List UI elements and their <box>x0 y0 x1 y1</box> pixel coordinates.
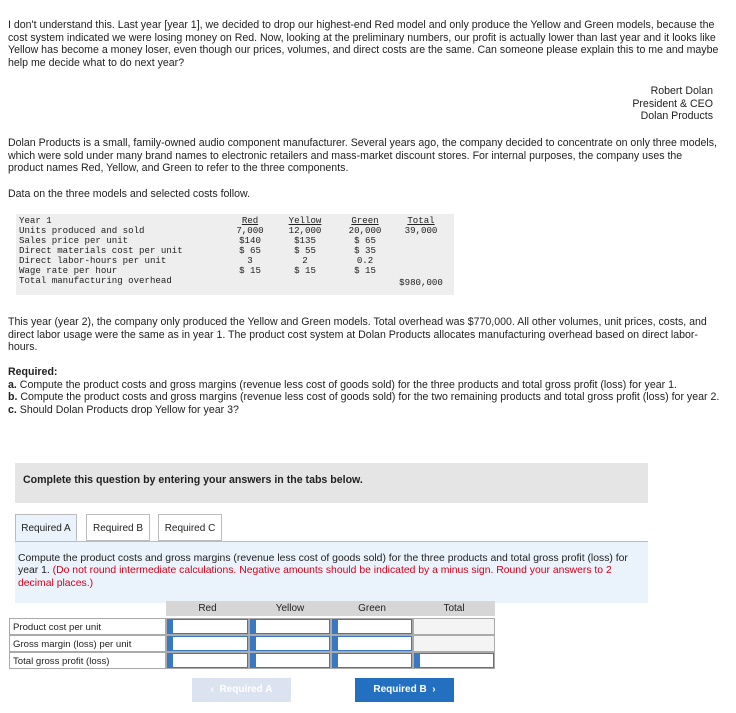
cell-green: $ 15 <box>354 265 376 276</box>
answer-cell <box>166 652 249 669</box>
row-label: Direct labor-hours per unit <box>19 255 167 266</box>
answer-cell <box>413 652 495 669</box>
column-header-yellow: Yellow <box>249 601 331 616</box>
header-year: Year 1 <box>19 215 52 226</box>
intro-paragraph: I don't understand this. Last year [year 1], we decided to drop our highest-end Red model and only produce the Yellow and Green models, because the cost system indicated we were losing money on Red. Now, looking at the preliminary numbers, our profit is actually lower than last year and it looks like Yellow has become a money loser, even though our prices, volumes, and direct costs are the same. Can someone please explain this to me and maybe help me decide what to do next year? <box>8 19 719 69</box>
cell-green: $ 65 <box>354 235 376 246</box>
cell-total: 39,000 <box>404 225 438 236</box>
row-label-gross-margin: Gross margin (loss) per unit <box>9 635 166 652</box>
row-label: Total manufacturing overhead <box>19 275 172 286</box>
required-b-text: Compute the product costs and gross margins (revenue less cost of goods sold) for the two remaining products and total gross profit (loss) for year 2. <box>17 391 720 404</box>
cell-red: $ 65 <box>239 245 261 256</box>
chevron-left-icon: ‹ <box>210 684 220 695</box>
required-section <box>8 366 724 416</box>
cell-green: 20,000 <box>348 225 382 236</box>
answer-cell <box>166 635 249 652</box>
row-label: Sales price per unit <box>19 235 129 246</box>
gross-margin-red-input[interactable] <box>167 636 248 651</box>
header-red: Red <box>241 215 259 226</box>
cell-yellow: 2 <box>302 255 308 266</box>
required-a <box>8 379 724 392</box>
answer-cell <box>331 635 413 652</box>
tab-required-a[interactable]: Required A <box>15 514 77 541</box>
cell-red: $140 <box>239 235 261 246</box>
cell-total: $980,000 <box>399 277 443 288</box>
header-total: Total <box>407 215 435 226</box>
signature-block <box>632 85 713 123</box>
signature-title: President & CEO <box>632 97 713 110</box>
column-header-red: Red <box>166 601 249 616</box>
required-a-label: a. <box>8 378 17 391</box>
row-label: Wage rate per hour <box>19 265 118 276</box>
row-label-total-gross-profit: Total gross profit (loss) <box>9 652 166 669</box>
tab-required-c[interactable]: Required C <box>158 514 222 541</box>
required-b <box>8 391 724 404</box>
answer-cell-total-disabled <box>413 635 495 652</box>
row-label: Units produced and sold <box>19 225 145 236</box>
product-cost-yellow-input[interactable] <box>250 619 330 634</box>
product-cost-red-input[interactable] <box>167 619 248 634</box>
panel-text: Compute the product costs and gross margins (revenue less cost of goods sold) for the three products and total gross profit (loss) for year 1. <box>18 553 628 577</box>
gross-profit-red-input[interactable] <box>167 653 248 668</box>
tab-required-b[interactable]: Required B <box>86 514 150 541</box>
signature-company: Dolan Products <box>640 110 713 122</box>
cell-yellow: $ 55 <box>294 245 316 256</box>
header-green: Green <box>351 215 379 226</box>
cell-green: $ 35 <box>354 245 376 256</box>
gross-margin-yellow-input[interactable] <box>250 636 330 651</box>
answer-cell <box>249 618 331 635</box>
prev-button-label: Required A <box>219 684 273 695</box>
next-button-label: Required B <box>373 684 427 695</box>
required-b-label: b. <box>8 391 18 404</box>
cell-yellow: $135 <box>294 235 316 246</box>
cell-green: 0.2 <box>356 255 374 266</box>
product-cost-green-input[interactable] <box>332 619 412 634</box>
column-header-green: Green <box>331 601 413 616</box>
panel-note: (Do not round intermediate calculations. Negative amounts should be indicated by a minus sign. Round your answers to 2 decimal places.) <box>18 565 612 589</box>
question-instruction-box <box>15 463 648 503</box>
next-required-b-button[interactable] <box>355 678 454 702</box>
row-label: Direct materials cost per unit <box>19 245 183 256</box>
year2-paragraph: This year (year 2), the company only produced the Yellow and Green models. Total overhead was $770,000. All other volumes, unit prices, costs, and direct labor usage were the same as in year 1. The product cost system at Dolan Products allocates manufacturing overhead based on direct labor-hours. <box>8 316 707 354</box>
required-c-text: Should Dolan Products drop Yellow for year 3? <box>16 403 239 416</box>
company-description: Dolan Products is a small, family-owned audio component manufacturer. Several years ago, the company decided to concentrate on only three models, which were sold under many brand names to electronic retailers and mass-market discount stores. For internal purposes, the company uses the product names Red, Yellow, and Green to refer to the three components. <box>8 137 717 175</box>
prev-required-a-button[interactable] <box>192 678 291 702</box>
required-c-label: c. <box>8 403 17 416</box>
row-label-product-cost: Product cost per unit <box>9 618 166 635</box>
question-instruction: Complete this question by entering your answers in the tabs below. <box>23 474 363 486</box>
cell-red: 7,000 <box>236 225 264 236</box>
panel-instructions <box>18 553 646 590</box>
cell-red: $ 15 <box>239 265 261 276</box>
cell-red: 3 <box>247 255 253 266</box>
answer-cell <box>249 652 331 669</box>
column-header-total: Total <box>413 601 495 616</box>
gross-profit-yellow-input[interactable] <box>250 653 330 668</box>
tab-panel <box>15 541 648 603</box>
cell-yellow: 12,000 <box>288 225 322 236</box>
answer-cell <box>331 618 413 635</box>
required-a-text: Compute the product costs and gross margins (revenue less cost of goods sold) for the three products and total gross profit (loss) for year 1. <box>16 378 677 391</box>
chevron-right-icon: › <box>426 684 436 695</box>
answer-cell <box>249 635 331 652</box>
data-table <box>16 214 454 295</box>
answer-cell <box>331 652 413 669</box>
header-yellow: Yellow <box>288 215 322 226</box>
answer-cell-total-disabled <box>413 618 495 635</box>
table-row <box>16 276 454 286</box>
signature-name: Robert Dolan <box>650 85 713 97</box>
gross-profit-green-input[interactable] <box>332 653 412 668</box>
data-intro: Data on the three models and selected costs follow. <box>8 188 251 200</box>
gross-profit-total-input[interactable] <box>414 653 494 668</box>
answer-cell <box>166 618 249 635</box>
required-heading: Required: <box>8 366 58 378</box>
gross-margin-green-input[interactable] <box>332 636 412 651</box>
required-c <box>8 404 724 417</box>
cell-yellow: $ 15 <box>294 265 316 276</box>
